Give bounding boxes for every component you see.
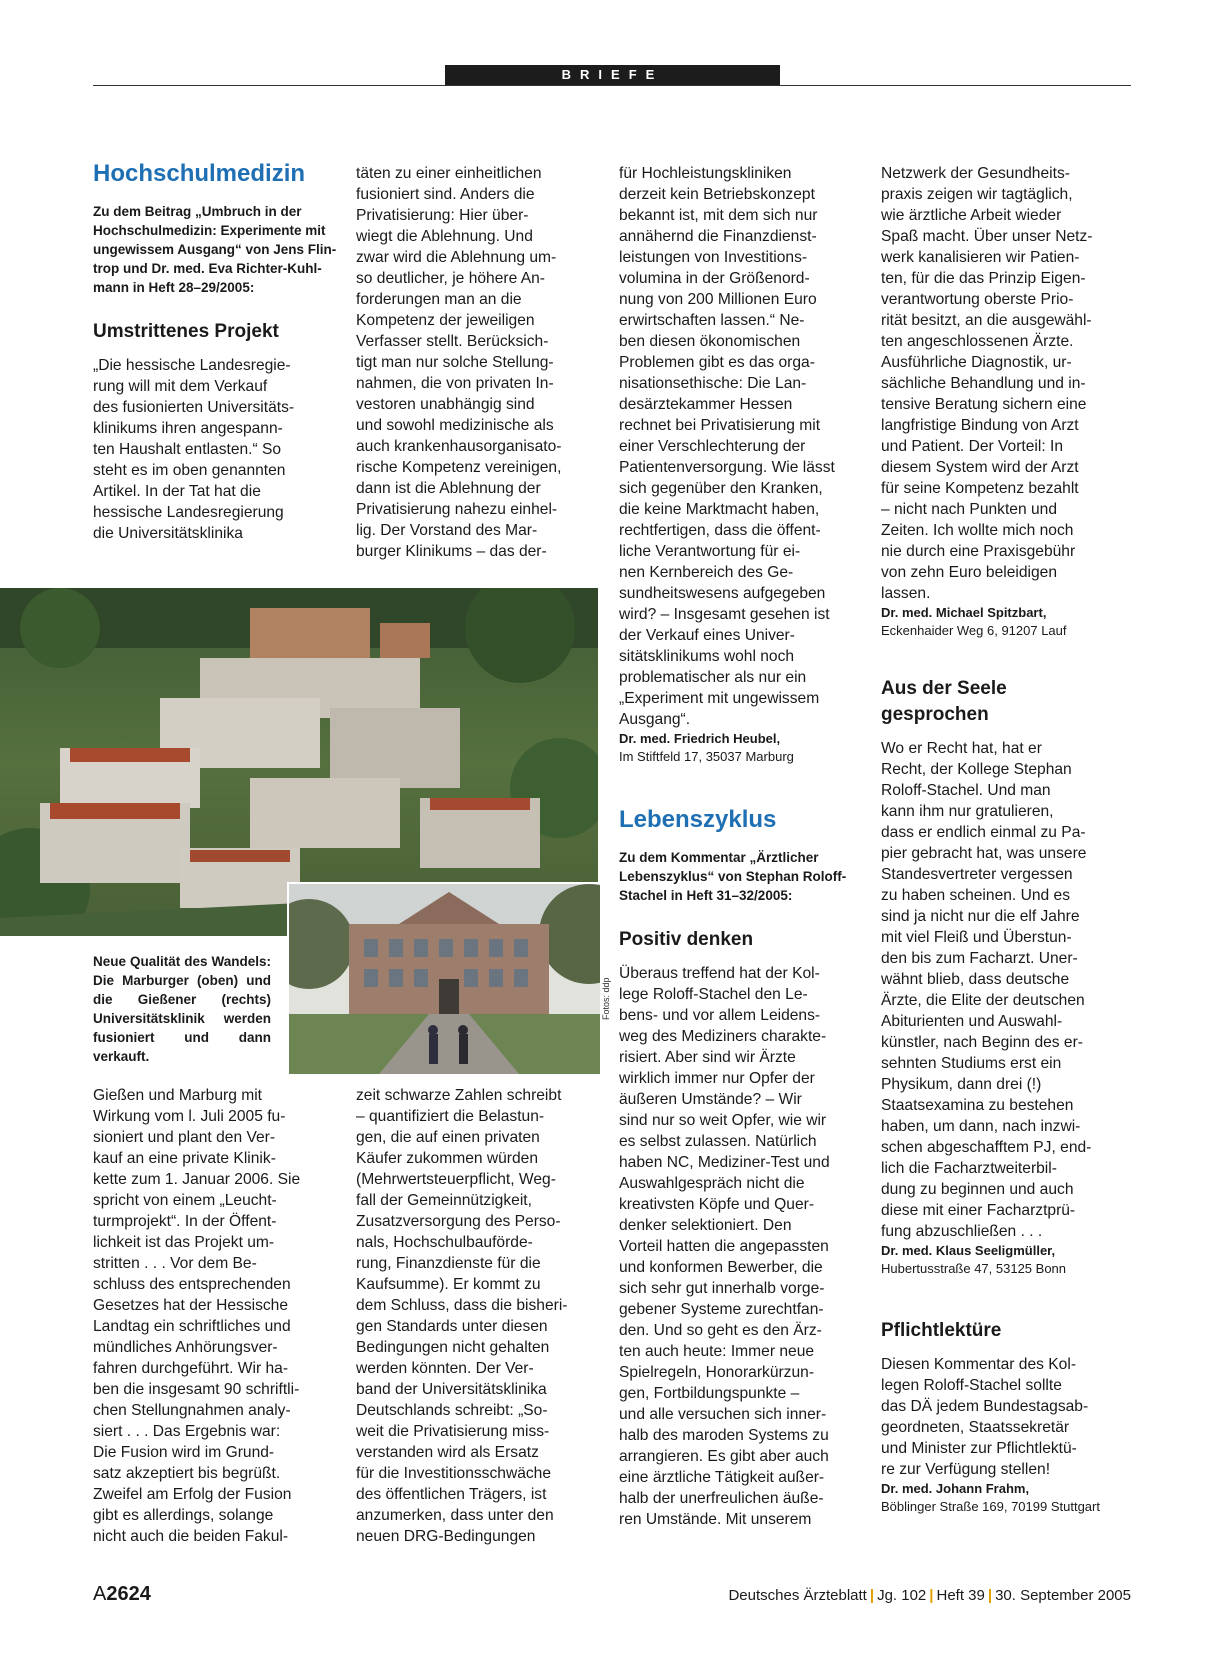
letter-subhead: Pflichtlektüre [881,1320,1002,1341]
photo-credit: Fotos: ddp [601,977,611,1020]
article-title-lebenszyklus: Lebenszyklus [619,806,777,833]
signature-address: Eckenhaider Weg 6, 91207 Lauf [881,623,1067,638]
page-number-value: 2624 [106,1583,151,1605]
column-1-top [93,160,341,544]
journal-name: Deutsches Ärzteblatt [728,1587,867,1604]
letter-subhead: Umstrittenes Projekt [93,321,279,342]
section-label: BRIEFE [445,65,780,85]
journal-issue: Heft 39 [936,1587,985,1604]
signature-address: Böblinger Straße 169, 70199 Stuttgart [881,1499,1100,1514]
column-3-top [619,163,867,1530]
signature-name: Dr. med. Johann Frahm, [881,1481,1030,1496]
letter-text: „Die hessische Landesregie- rung will mit dem Verkauf des fusionierten Universitäts- klinikums ihren angespann- ten Haushalt entlasten.“ So steht es im oben genannten Artikel. In der Tat hat die hessische Landesregierung die Universitätsklinika [93,357,295,542]
column-4 [881,163,1129,1516]
article-intro: Zu dem Kommentar „Ärztlicher Lebenszyklus“ von Stephan Roloff- Stachel in Heft 31–32/2005: [619,850,847,903]
article-title-hochschulmedizin: Hochschulmedizin [93,160,306,187]
page-prefix: A [93,1583,107,1605]
column-2-top [356,163,604,562]
letter-text: Netzwerk der Gesundheits- praxis zeigen wir tagtäglich, wie ärztliche Arbeit wieder Spaß macht. Über unser Netz- werk kanalisieren wir Patien- ten, für die das Prinzip Eigen- verantwortung oberste Prio- rität besitzt, an die ausgewähl- ten angeschlossenen Ärzte. Ausführliche Diagnostik, ur- sächliche Behandlung und in- tensive Beratung sichern eine langfristige Bindung von Arzt und Patient. Der Vorteil: In diesem System wird der Arzt für seine Kompetenz bezahlt – nicht nach Punkten und Zeiten. Ich wollte mich noch nie durch eine Praxisgebühr von zehn Euro beleidigen lassen. [881,165,1093,602]
letter-subhead: Aus der Seele gesprochen [881,678,1007,725]
letter-text: zeit schwarze Zahlen schreibt – quantifiziert die Belastun- gen, die auf einen privaten Käufer zukommen würden (Mehrwertsteuerpflicht, Weg- fall der Gemeinnützigkeit, Zusatzversorgung des Perso- nals, Hochschulbauförde- rung, Finanzdienste für die Kaufsumme). Er kommt zu dem Schluss, dass die bisheri- gen Standards unter diesen Bedingungen nicht gehalten werden könnten. Der Ver- band der Universitätsklinika Deutschlands schreibt: „So- weit die Privatisierung miss- verstanden wird als Ersatz für die Investitionsschwäche des öffentlichen Trägers, ist anzumerken, dass unter den neuen DRG-Bedingungen [356,1087,568,1545]
page-number [93,1583,151,1606]
signature-name: Dr. med. Friedrich Heubel, [619,731,781,746]
photo-giessen-building [287,882,600,1074]
letter-text: Diesen Kommentar des Kol- legen Roloff-Stachel sollte das DÄ jedem Bundestagsab- geordneten, Staatssekretär und Minister zur Pflichtlektü- re zur Verfügung stellen! [881,1356,1089,1478]
signature-address: Im Stiftfeld 17, 35037 Marburg [619,749,794,764]
letter-text: Überaus treffend hat der Kol- lege Roloff-Stachel den Le- bens- und vor allem Leidens- weg des Mediziners charakte- risiert. Aber sind wir Ärzte wirklich immer nur Opfer der äußeren Umstände? – Wir sind nur so weit Opfer, wie wir es selbst zulassen. Natürlich haben NC, Mediziner-Test und Auswahlgespräch nicht die kreativsten Köpfe und Quer- denker selektioniert. Den Vorteil hatten die angepassten und konformen Bewerber, die sich sehr gut innerhalb vorge- gebener Systeme zurechtfan- den. Und so geht es den Ärz- ten auch heute: Immer neue Spielregeln, Honorarkürzun- gen, Fortbildungspunkte – und alle versuchen sich inner- halb des maroden Systems zu arrangieren. Es gibt aber auch eine ärztliche Tätigkeit außer- halb der unerfreulichen äuße- ren Umstände. Mit unserem [619,965,830,1528]
column-1-bottom [93,1085,341,1547]
column-2-bottom [356,1085,604,1547]
letter-text: Wo er Recht hat, hat er Recht, der Kollege Stephan Roloff-Stachel. Und man kann ihm nur gratulieren, dass er endlich einmal zu Pa- pier gebracht hat, was unsere Standesvertreter vergessen zu haben scheinen. Und es sind ja nicht nur die elf Jahre mit viel Fleiß und Überstun- den bis zum Facharzt. Uner- wähnt blieb, dass deutsche Ärzte, die Elite der deutschen Abiturienten und Auswahl- künstler, nach Beginn des er- sehnten Studiums erst ein Physikum, dann drei (!) Staatsexamina zu bestehen haben, um dann, nach inzwi- schen abgeschafftem PJ, end- lich die Facharztweiterbil- dung zu beginnen und auch diese mit einer Facharztprü- fung abzuschließen . . . [881,740,1092,1240]
header-rule [93,85,1131,86]
letter-text: für Hochleistungskliniken derzeit kein Betriebskonzept bekannt ist, mit dem sich nur annähernd die Finanzdienst- leistungen von Investitions- volumina in der Größenord- nung von 200 Millionen Euro erwirtschaften lassen.“ Ne- ben diesen ökonomischen Problemen gibt es das orga- nisationsethische: Die Lan- desärztekammer Hessen rechnet bei Privatisierung mit einer Verschlechterung der Patientenversorgung. Wie lässt sich gegenüber den Kranken, die keine Marktmacht haben, rechtfertigen, dass die öffent- liche Verantwortung für ei- nen Kernbereich des Ge- sundheitswesens aufgegeben wird? – Insgesamt gesehen ist der Verkauf eines Univer- sitätsklinikums wohl noch problematischer als nur ein „Experiment mit ungewissem Ausgang“. [619,165,835,728]
letter-text: Gießen und Marburg mit Wirkung vom l. Juli 2005 fu- sioniert und plant den Ver- kauf an eine private Klinik- kette zum 1. Januar 2006. Sie spricht von einem „Leucht- turmprojekt“. In der Öffent- lichkeit ist das Projekt um- stritten . . . Vor dem Be- schluss des entsprechenden Gesetzes hat der Hessische Landtag ein schriftliches und mündliches Anhörungsver- fahren durchgeführt. Wir ha- ben die insgesamt 90 schriftli- chen Stellungnahmen analy- siert . . . Das Ergebnis war: Die Fusion wird im Grund- satz akzeptiert bis begrüßt. Zweifel am Erfolg der Fusion gibt es allerdings, solange nicht auch die beiden Fakul- [93,1087,301,1545]
journal-volume: Jg. 102 [877,1587,927,1604]
letter-text: täten zu einer einheitlichen fusioniert sind. Anders die Privatisierung: Hier über- wiegt die Ablehnung. Und zwar wird die Ablehnung um- so deutlicher, je höhere An- forderungen man an die Kompetenz der jeweiligen Verfasser stellt. Berücksich- tigt man nur solche Stellung- nahmen, die von privaten In- vestoren unabhängig sind und sowohl medizinische als auch krankenhausorganisato- rische Kompetenz vereinigen, dann ist die Ablehnung der Privatisierung nahezu einhel- lig. Der Vorstand des Mar- burger Klinikums – das der- [356,165,562,560]
photo-caption: Neue Qualität des Wandels: Die Marburger (oben) und die Gießener (rechts) Universitätsklinik werden fusioniert und dann verkauft. [93,954,271,1064]
signature-address: Hubertusstraße 47, 53125 Bonn [881,1261,1067,1276]
article-intro: Zu dem Beitrag „Umbruch in der Hochschulmedizin: Experimente mit ungewissem Ausgang“ von Jens Flin- trop und Dr. med. Eva Richter-Kuhl- mann in Heft 28–29/2005: [93,204,337,295]
journal-footer: Deutsches Ärzteblatt | Jg. 102 | Heft 39 | 30. September 2005 [728,1587,1131,1604]
signature-name: Dr. med. Klaus Seeligmüller, [881,1243,1056,1258]
signature-name: Dr. med. Michael Spitzbart, [881,605,1047,620]
letter-subhead: Positiv denken [619,929,754,950]
journal-date: 30. September 2005 [995,1587,1131,1604]
